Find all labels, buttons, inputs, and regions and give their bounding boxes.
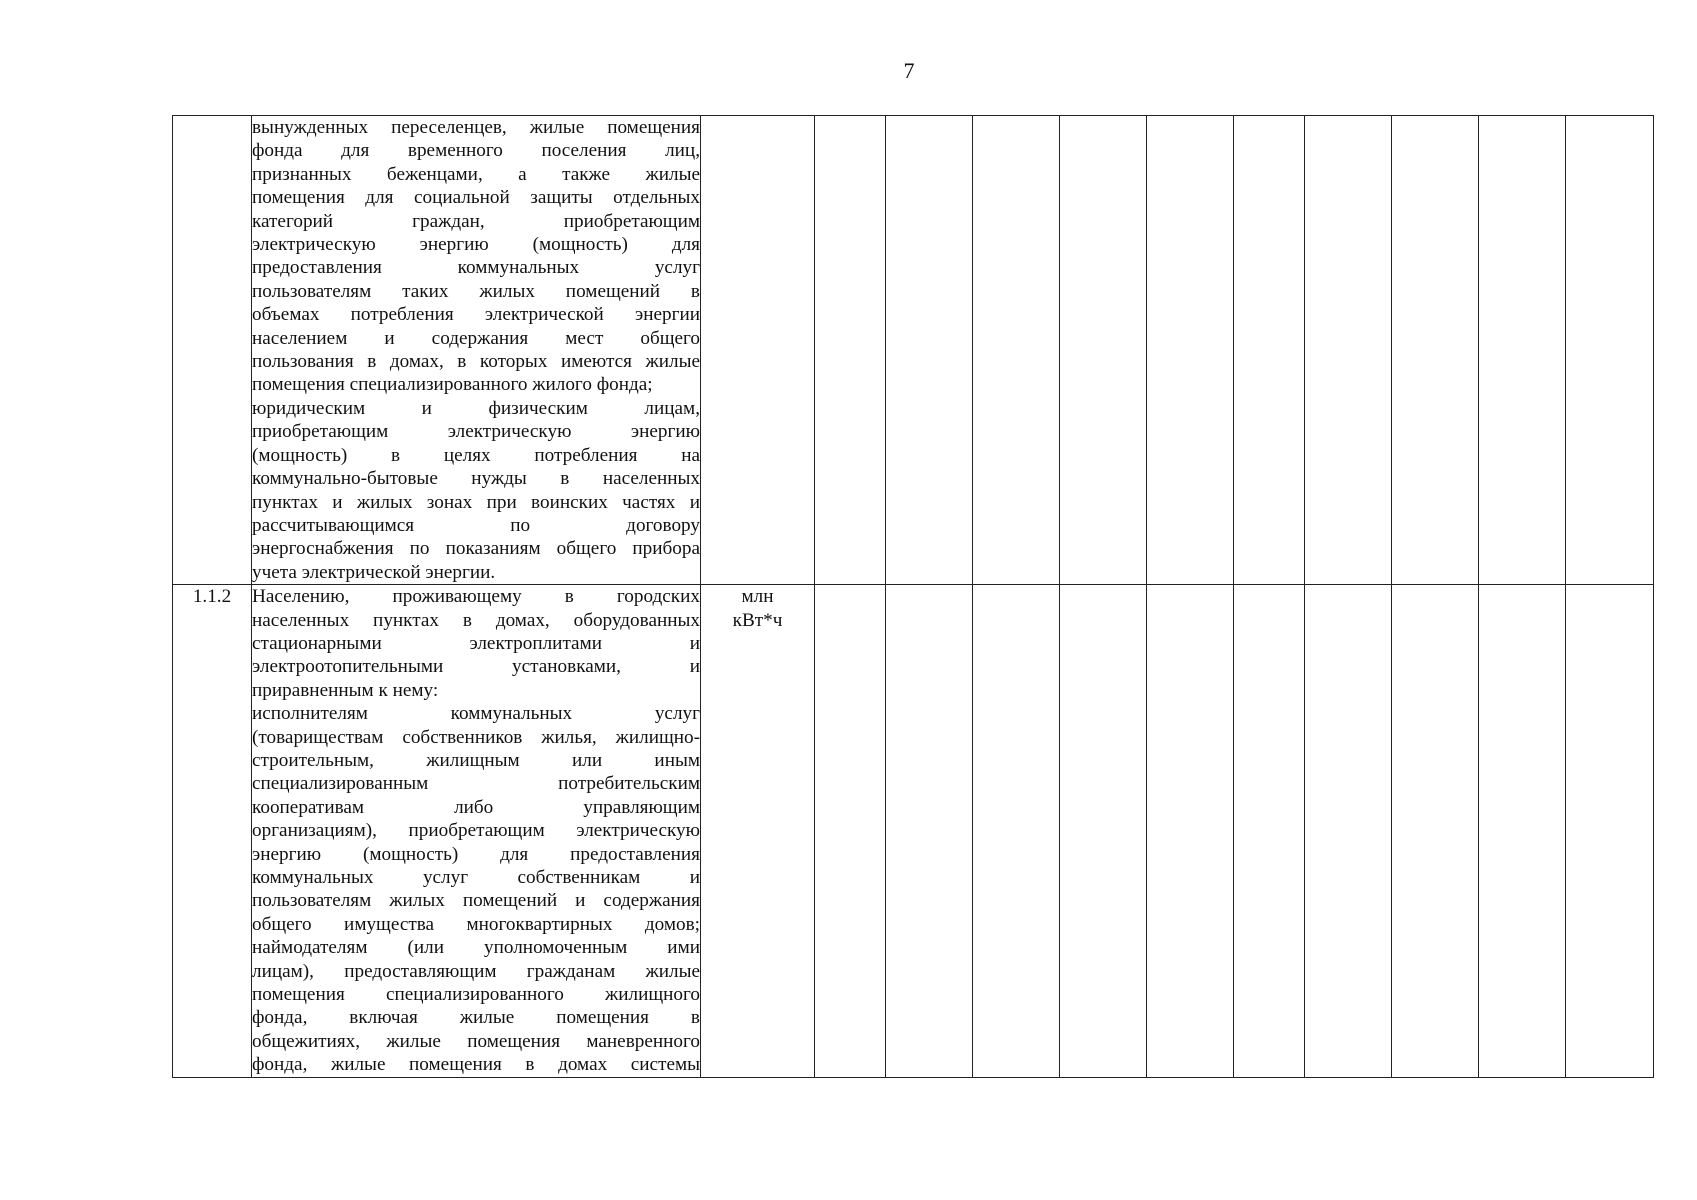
value-cell [1392,116,1479,585]
value-cell [973,585,1060,1078]
text-line: исполнителям коммунальных услуг [252,703,700,725]
text-line: лицам), предоставляющим гражданам жилые [252,960,700,982]
text-line: специализированным потребительским [252,773,700,795]
text-line: строительным, жилищным или иным [252,749,700,771]
value-cell [886,116,973,585]
text-line: электрическую энергию (мощность) для [252,234,700,256]
text-line: стационарными электроплитами и [252,632,700,654]
text-line: (товариществам собственников жилья, жилищно- [252,726,700,748]
text-line: энергию (мощность) для предоставления [252,843,700,865]
data-table [172,115,1654,1078]
text-line: приобретающим электрическую энергию [252,421,700,443]
text-line: предоставления коммунальных услуг [252,257,700,279]
table-row [173,116,1654,585]
text-line: населением и содержания мест общего [252,327,700,349]
row-description [252,585,700,1077]
value-cell [815,116,886,585]
text-line: категорий граждан, приобретающим [252,210,700,232]
value-cell [1060,116,1147,585]
text-line: энергоснабжения по показаниям общего прибора [252,538,700,560]
value-cell [815,585,886,1078]
text-line: рассчитывающимся по договору [252,514,700,536]
text-line: пунктах и жилых зонах при воинских частях и [252,491,700,513]
row-index-cell [173,116,252,585]
text-line: кооперативам либо управляющим [252,796,700,818]
text-line: юридическим и физическим лицам, [252,397,700,419]
unit-text: кВт*ч [732,609,783,631]
row-index-cell: 1.1.2 [173,585,252,1078]
value-cell [1566,585,1654,1078]
value-cell [1479,585,1566,1078]
value-cell [1392,585,1479,1078]
text-line: признанных беженцами, а также жилые [252,163,700,185]
value-cell [1234,585,1305,1078]
text-line: фонда, жилые помещения в домах системы [252,1054,700,1076]
text-line: коммунальных услуг собственникам и [252,867,700,888]
text-line: (мощность) в целях потребления на [252,444,700,466]
text-line: электроотопительными установками, и [252,656,700,678]
text-line: населенных пунктах в домах, оборудованных [252,609,700,631]
value-cell [1305,585,1392,1078]
unit-cell [701,116,815,585]
text-line: организациям), приобретающим электрическую [252,820,700,842]
text-line: приравненным к нему: [252,679,439,701]
unit-text: млн [741,586,774,608]
text-line: фонда для временного поселения лиц, [252,140,700,162]
text-line: пользователям жилых помещений и содержания [252,890,700,912]
value-cell [1305,116,1392,585]
text-line: наймодателям (или уполномоченным ими [252,937,700,959]
value-cell [1147,585,1234,1078]
value-cell [973,116,1060,585]
text-line: помещения специализированного жилого фонда; [252,374,653,396]
text-line: помещения специализированного жилищного [252,984,700,1006]
table-row [173,585,1654,1078]
text-line: пользователям таких жилых помещений в [252,280,700,302]
value-cell [1060,585,1147,1078]
text-line: Населению, проживающему в городских [252,586,700,608]
text-line: фонда, включая жилые помещения в [252,1007,700,1029]
value-cell [886,585,973,1078]
text-line: помещения для социальной защиты отдельных [252,187,700,209]
value-cell [1479,116,1566,585]
text-line: общего имущества многоквартирных домов; [252,913,700,935]
unit-cell [701,585,815,1078]
text-line: объемах потребления электрической энергии [252,304,700,326]
row-description [252,116,700,584]
text-line: коммунально-бытовые нужды в населенных [252,468,700,490]
page-number: 7 [903,58,915,83]
row-description-cell [252,585,701,1078]
text-line: пользования в домах, в которых имеются жилые [252,351,700,373]
text-line: общежитиях, жилые помещения маневренного [252,1030,700,1052]
row-description-cell [252,116,701,585]
text-line: учета электрической энергии. [252,561,496,583]
value-cell [1234,116,1305,585]
value-cell [1566,116,1654,585]
value-cell [1147,116,1234,585]
text-line: вынужденных переселенцев, жилые помещения [252,117,700,138]
